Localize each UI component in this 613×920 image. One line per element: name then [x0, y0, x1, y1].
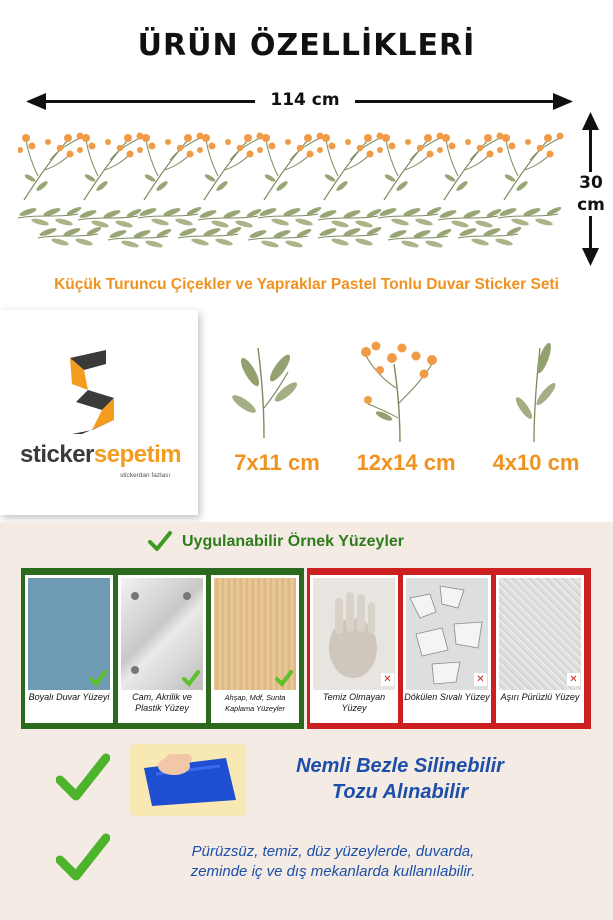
cross-icon: ✕: [381, 673, 394, 686]
size-label-slim-leaf: 4x10 cm: [492, 450, 580, 475]
surface-label: Cam, Akrilik ve Plastik Yüzey: [132, 692, 192, 713]
surface-tile-painted-wall: [25, 575, 113, 723]
green-check-icon: [89, 669, 107, 687]
surface-label: Boyalı Duvar Yüzeyi: [28, 692, 110, 702]
surface-tile-dirty: [310, 575, 398, 723]
product-name: Küçük Turuncu Çiçekler ve Yapraklar Pastel Tonlu Duvar Sticker Seti: [54, 276, 559, 293]
surfaces-heading: Uygulanabilir Örnek Yüzeyler: [182, 533, 405, 550]
surface-tile-rough: [496, 575, 584, 723]
arrow-down-icon: [582, 248, 599, 266]
arrow-left-icon: [26, 93, 46, 110]
brand-logo-card: [0, 310, 198, 515]
cloth-image-card: [130, 744, 246, 816]
wipe-info-text: Nemli Bezle Silinebilir Tozu Alınabilir: [296, 755, 504, 803]
slim-leaf-illustration: [510, 336, 560, 444]
page-title: ÜRÜN ÖZELLİKLERİ: [137, 28, 476, 63]
green-check-icon: [182, 669, 200, 687]
orange-flower-illustration: [354, 334, 444, 444]
cross-icon: ✕: [567, 673, 580, 686]
arrow-right-icon: [553, 93, 573, 110]
usage-info-text: Pürüzsüz, temiz, düz yüzeylerde, duvarda, zeminde iç ve dış mekanlarda kullanılabilir.: [190, 843, 476, 880]
surface-tile-wood: [211, 575, 299, 723]
leaf-sprig-illustration: [228, 338, 298, 440]
surface-tile-peeling-plaster: [403, 575, 491, 723]
height-label: 30 cm: [570, 172, 612, 216]
floral-border-illustration: [18, 118, 566, 266]
size-label-leaf: 7x11 cm: [234, 450, 320, 475]
surface-label: Temiz Olmayan Yüzey: [322, 692, 386, 713]
surface-label: Ahşap, Mdf, Sunta Kaplama Yüzeyler: [224, 693, 286, 713]
brand-wordmark: stickersepetim: [20, 441, 182, 468]
cleaning-cloth-image: [130, 744, 246, 816]
arrow-up-icon: [582, 112, 599, 130]
surface-label: Dökülen Sıvalı Yüzey: [404, 692, 490, 702]
brand-tagline: stickerdan fazlası: [120, 472, 171, 479]
size-label-flower: 12x14 cm: [356, 450, 456, 475]
brand-logo-icon: [62, 350, 122, 434]
surface-label: Aşırı Pürüzlü Yüzey: [500, 692, 580, 702]
width-label: 114 cm: [255, 90, 355, 110]
large-check-icon: [56, 832, 110, 882]
cross-icon: ✕: [474, 673, 487, 686]
surface-tile-glass: [118, 575, 206, 723]
large-check-icon: [56, 752, 110, 802]
green-check-icon: [275, 669, 293, 687]
check-icon: [148, 530, 172, 552]
